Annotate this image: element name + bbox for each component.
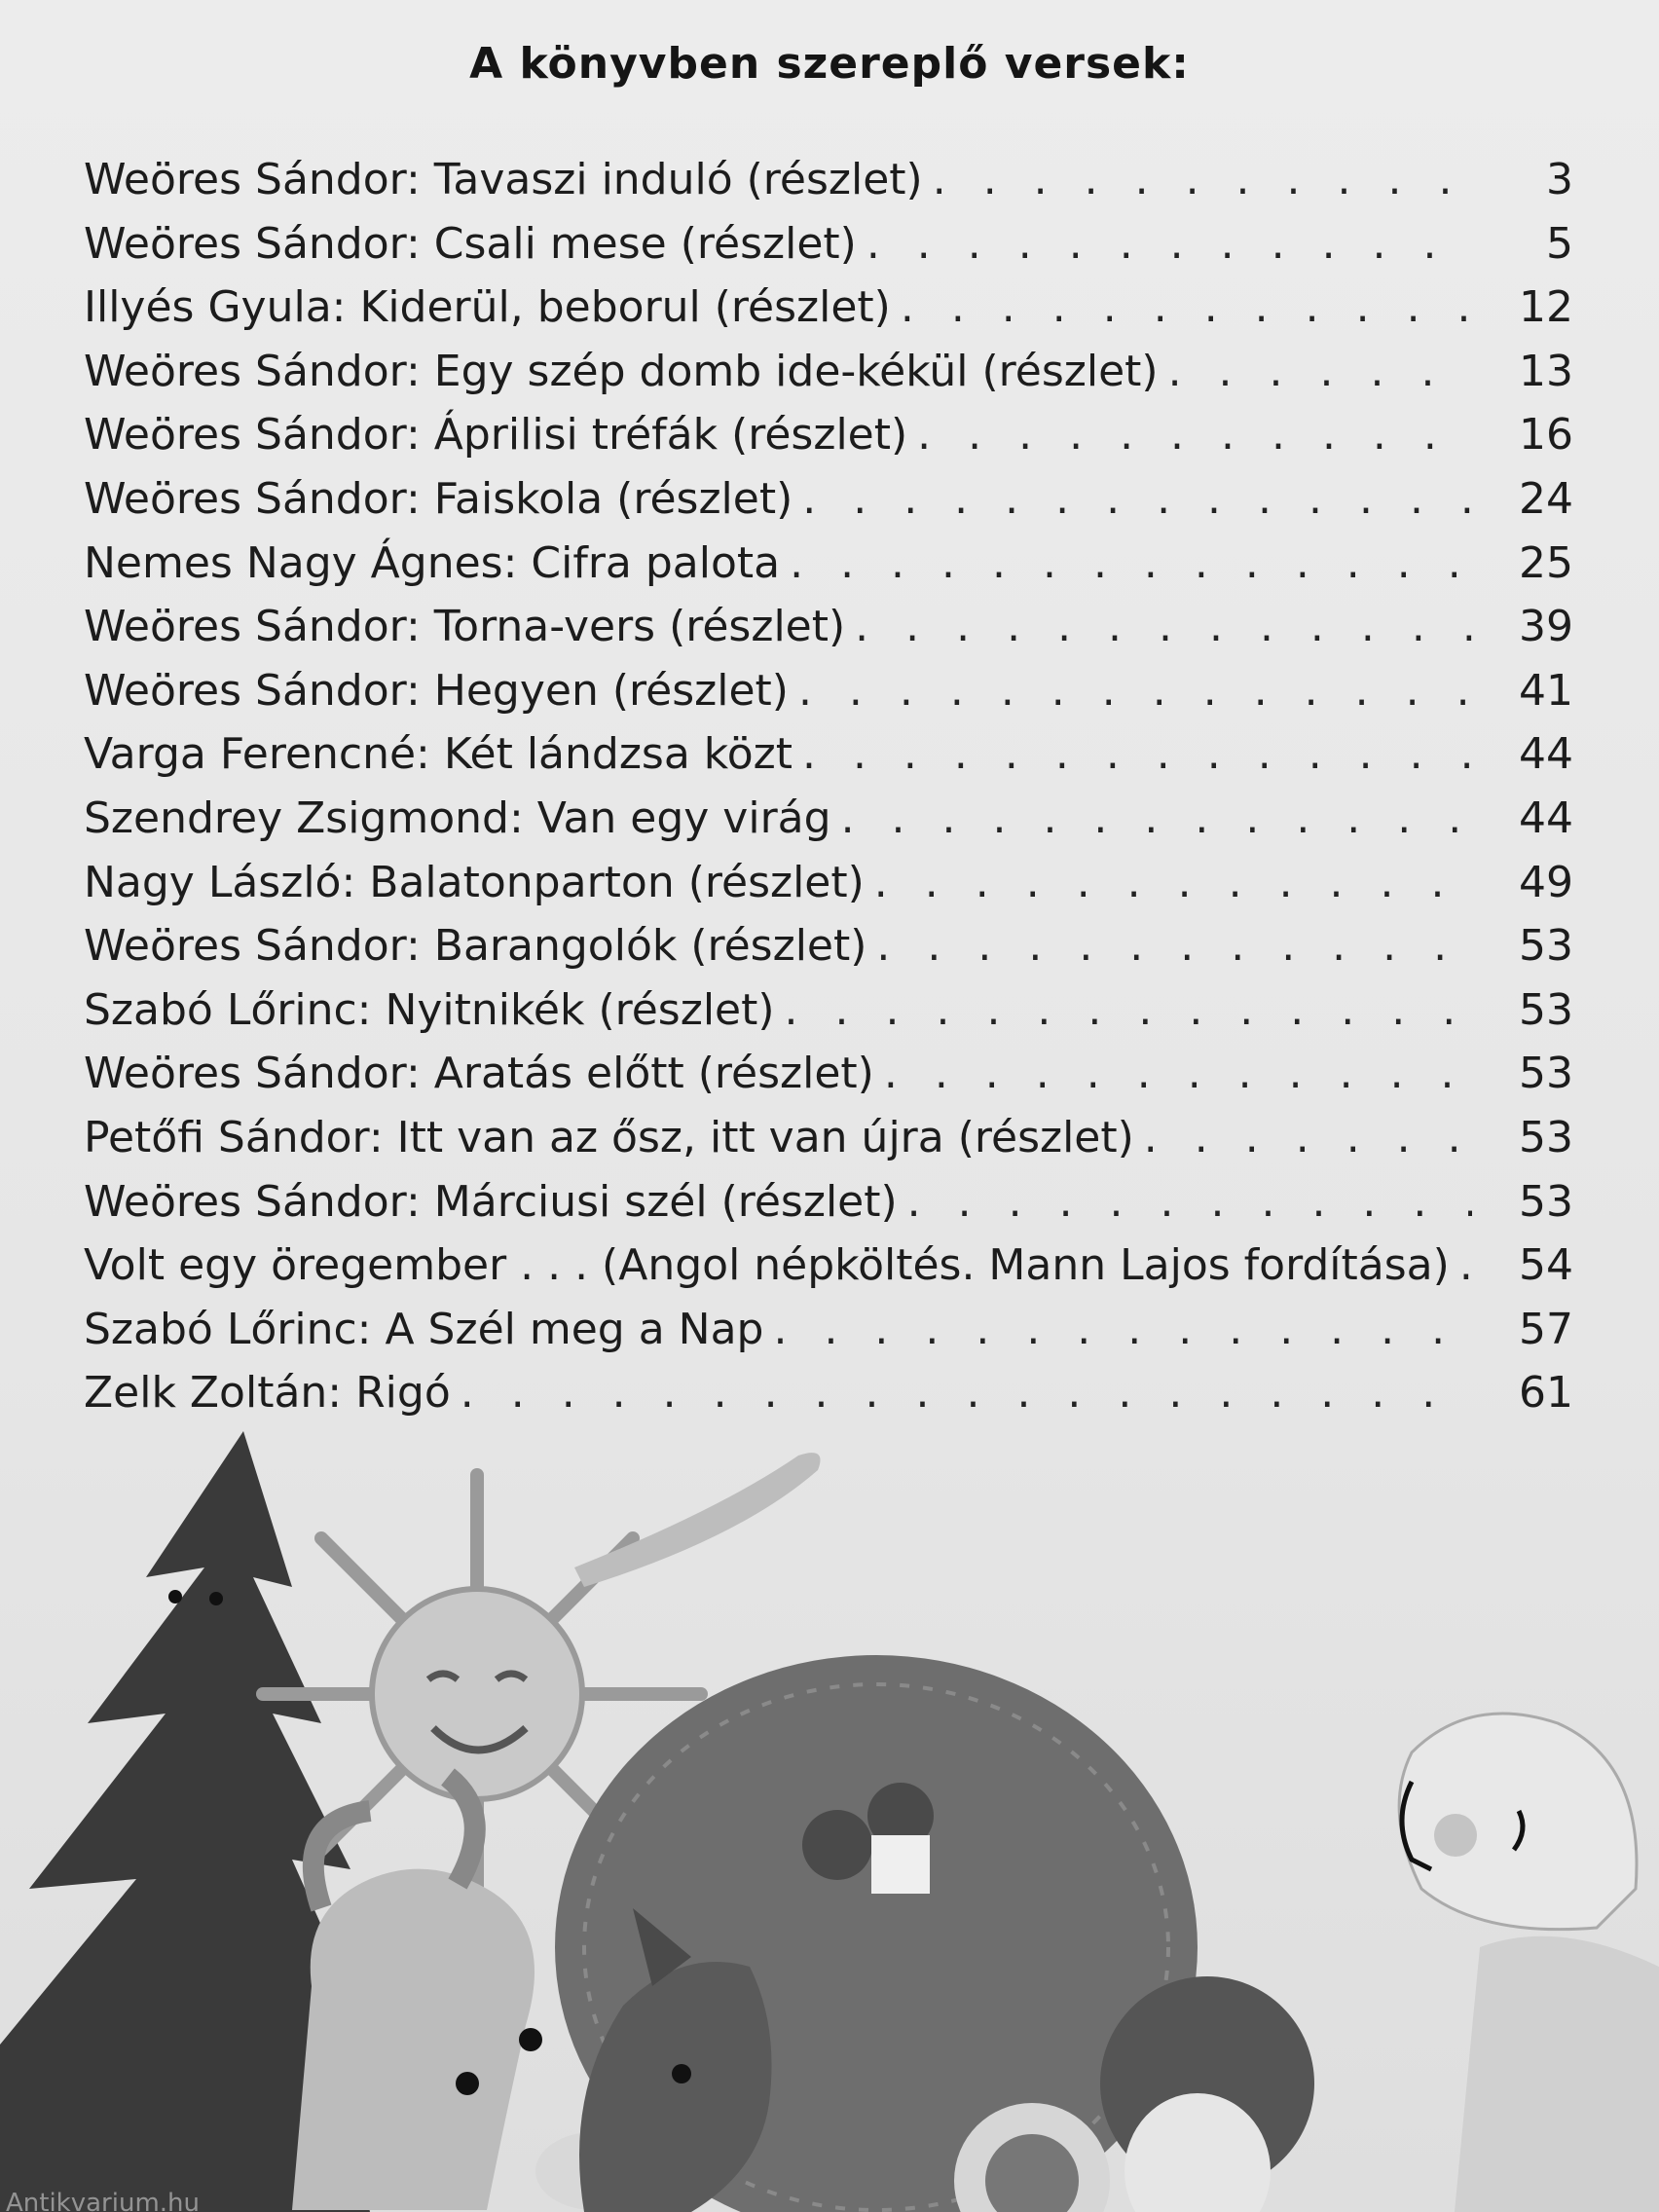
toc-entry-page: 49 (1519, 857, 1573, 907)
toc-entry (84, 276, 1573, 340)
toc-entry (84, 467, 1573, 532)
toc-entry-page: 25 (1519, 537, 1573, 588)
toc-leader-dots (841, 787, 1472, 851)
toc-entry-page: 41 (1519, 665, 1573, 716)
toc-entry-title: Szabó Lőrinc: Nyitnikék (részlet) (84, 984, 775, 1035)
toc-entry (84, 532, 1573, 596)
toc-entry-page: 16 (1519, 410, 1573, 461)
toc-leader-dots (874, 851, 1472, 915)
toc-entry-title: Nagy László: Balatonparton (részlet) (84, 857, 865, 907)
toc-entry-page: 24 (1519, 473, 1573, 524)
toc-entry-title: Weöres Sándor: Márciusi szél (részlet) (84, 1176, 898, 1227)
toc-entry (84, 1298, 1573, 1362)
toc-leader-dots (773, 1298, 1472, 1362)
child-illustration (1100, 1976, 1314, 2212)
toc-entry-page: 12 (1519, 282, 1573, 333)
toc-entry-page: 53 (1519, 984, 1573, 1035)
toc-entry (84, 1106, 1573, 1170)
toc-entry (84, 659, 1573, 723)
illustration (0, 1402, 1659, 2212)
toc-leader-dots (1459, 1234, 1472, 1298)
toc-entry-page: 39 (1519, 602, 1573, 652)
toc-entry (84, 787, 1573, 851)
toc-entry-page: 13 (1519, 346, 1573, 396)
toc-entry (84, 978, 1573, 1043)
toc-entry-title: Zelk Zoltán: Rigó (84, 1368, 451, 1419)
toc-entry-title: Weöres Sándor: Tavaszi induló (részlet) (84, 155, 923, 204)
toc-entry (84, 1234, 1573, 1298)
toc-entry-page: 53 (1519, 1049, 1573, 1099)
toc-entry-title: Volt egy öregember . . . (Angol népköltés. Mann Lajos fordítása) (84, 1240, 1450, 1291)
toc-leader-dots (933, 148, 1472, 212)
toc-leader-dots (855, 595, 1472, 659)
toc-entry-title: Nemes Nagy Ágnes: Cifra palota (84, 537, 781, 588)
toc-entry-page: 54 (1519, 1240, 1573, 1291)
toc-leader-dots (1168, 340, 1472, 404)
toc-entry (84, 148, 1573, 212)
toc-leader-dots (785, 978, 1472, 1043)
toc-leader-dots (798, 659, 1472, 723)
toc-entry-page: 5 (1546, 218, 1573, 269)
toc-leader-dots (907, 1170, 1472, 1235)
toc-entry (84, 851, 1573, 915)
toc-entry-page: 53 (1519, 921, 1573, 972)
girl-illustration (1399, 1714, 1659, 2212)
toc-entry (84, 403, 1573, 467)
toc-entry (84, 914, 1573, 978)
table-of-contents (84, 148, 1573, 1425)
toc-leader-dots (1144, 1106, 1472, 1170)
toc-leader-dots (790, 532, 1472, 596)
toc-leader-dots (901, 276, 1472, 340)
toc-entry-title: Illyés Gyula: Kiderül, beborul (részlet) (84, 282, 891, 333)
toc-entry-title: Weöres Sándor: Barangolók (részlet) (84, 921, 867, 972)
toc-entry-page: 53 (1519, 1112, 1573, 1162)
toc-leader-dots (802, 722, 1472, 787)
toc-entry-page: 3 (1546, 155, 1573, 204)
toc-leader-dots (884, 1042, 1472, 1106)
page-title: A könyvben szereplő versek: (469, 39, 1190, 89)
toc-entry-title: Weöres Sándor: Faiskola (részlet) (84, 473, 793, 524)
toc-entry-title: Weöres Sándor: Csali mese (részlet) (84, 218, 857, 269)
toc-leader-dots (802, 467, 1472, 532)
toc-entry-page: 44 (1519, 793, 1573, 843)
toc-entry (84, 722, 1573, 787)
toc-entry-title: Weöres Sándor: Áprilisi tréfák (részlet) (84, 410, 908, 461)
toc-entry-title: Varga Ferencné: Két lándzsa közt (84, 729, 793, 780)
toc-leader-dots (876, 914, 1472, 978)
toc-leader-dots (917, 403, 1472, 467)
toc-entry-page: 57 (1519, 1304, 1573, 1354)
toc-entry (84, 595, 1573, 659)
toc-entry (84, 1170, 1573, 1235)
toc-entry-title: Weöres Sándor: Egy szép domb ide-kékül (részlet) (84, 346, 1159, 396)
toc-entry-page: 61 (1519, 1368, 1573, 1419)
toc-entry-title: Weöres Sándor: Torna-vers (részlet) (84, 602, 846, 652)
toc-entry-title: Szendrey Zsigmond: Van egy virág (84, 793, 831, 843)
toc-entry (84, 212, 1573, 276)
toc-entry (84, 340, 1573, 404)
toc-leader-dots (866, 212, 1472, 276)
toc-entry-title: Weöres Sándor: Aratás előtt (részlet) (84, 1049, 874, 1099)
toc-entry (84, 1042, 1573, 1106)
toc-entry-title: Weöres Sándor: Hegyen (részlet) (84, 665, 789, 716)
toc-entry-title: Szabó Lőrinc: A Szél meg a Nap (84, 1304, 764, 1354)
watermark: Antikvarium.hu (6, 2189, 200, 2212)
toc-entry-title: Petőfi Sándor: Itt van az ősz, itt van újra (részlet) (84, 1112, 1134, 1162)
toc-entry-page: 44 (1519, 729, 1573, 780)
toc-entry-page: 53 (1519, 1176, 1573, 1227)
